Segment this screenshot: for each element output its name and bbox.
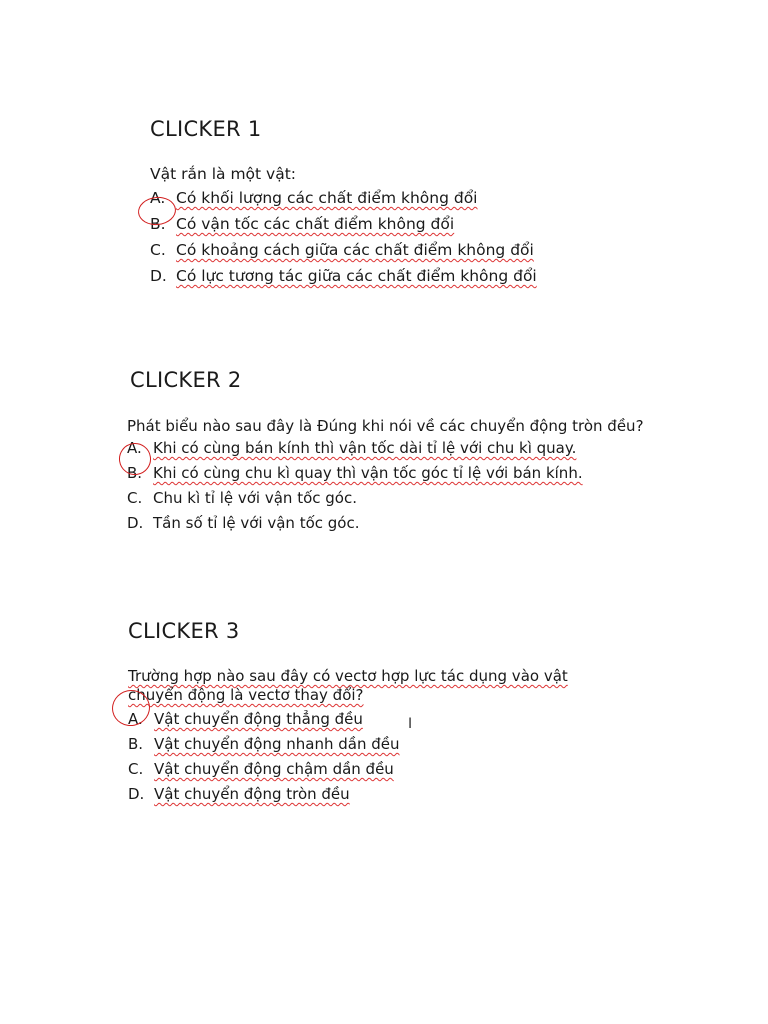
clicker-2-option-d <box>127 511 644 536</box>
clicker-3-option-d <box>128 782 588 807</box>
option-letter: B. <box>127 464 143 482</box>
option-text: Khi có cùng chu kì quay thì vận tốc góc tỉ lệ với bán kính. <box>153 464 583 482</box>
clicker-1-option-a <box>150 185 537 211</box>
clicker-2-option-a <box>127 436 644 461</box>
clicker-2-title: CLICKER 2 <box>130 368 242 392</box>
clicker-3-title: CLICKER 3 <box>128 619 240 643</box>
clicker-1-options <box>150 185 537 289</box>
option-text: Có khoảng cách giữa các chất điểm không đổi <box>176 241 534 259</box>
option-letter: C. <box>127 489 143 507</box>
option-letter: C. <box>150 241 166 259</box>
option-text: Vật chuyển động nhanh dần đều <box>154 735 400 753</box>
clicker-2-option-b <box>127 461 644 486</box>
clicker-2-options <box>127 436 644 536</box>
option-letter: B. <box>150 215 166 233</box>
option-letter: D. <box>128 785 145 803</box>
option-text: Có khối lượng các chất điểm không đổi <box>176 189 478 207</box>
clicker-2-block <box>127 368 644 536</box>
option-text: Vật chuyển động tròn đều <box>154 785 350 803</box>
option-letter: C. <box>128 760 144 778</box>
clicker-1-block <box>150 117 537 289</box>
clicker-3-question: Trường hợp nào sau đây có vectơ hợp lực tác dụng vào vật chuyển động là vectơ thay đổi? <box>128 667 568 704</box>
clicker-1-option-c <box>150 237 537 263</box>
option-letter: A. <box>150 189 166 207</box>
option-letter: B. <box>128 735 144 753</box>
option-letter: D. <box>150 267 167 285</box>
clicker-1-option-d <box>150 263 537 289</box>
clicker-1-option-b <box>150 211 537 237</box>
option-text: Vật chuyển động thẳng đều <box>154 710 363 728</box>
option-letter: A. <box>128 710 143 728</box>
clicker-1-title: CLICKER 1 <box>150 117 262 141</box>
clicker-3-option-a <box>128 707 588 732</box>
clicker-2-option-c <box>127 486 644 511</box>
text-cursor-icon: I <box>408 716 413 732</box>
option-text: Khi có cùng bán kính thì vận tốc dài tỉ lệ với chu kì quay. <box>153 439 577 457</box>
clicker-3-block <box>128 619 588 807</box>
clicker-1-question: Vật rắn là một vật: <box>150 165 297 183</box>
option-text: Tần số tỉ lệ với vận tốc góc. <box>153 514 360 532</box>
option-text: Chu kì tỉ lệ với vận tốc góc. <box>153 489 357 507</box>
clicker-3-options <box>128 707 588 807</box>
clicker-3-option-c <box>128 757 588 782</box>
option-letter: A. <box>127 439 142 457</box>
option-letter: D. <box>127 514 144 532</box>
option-text: Có lực tương tác giữa các chất điểm không đổi <box>176 267 537 285</box>
clicker-2-question: Phát biểu nào sau đây là Đúng khi nói về các chuyển động tròn đều? <box>127 417 644 435</box>
clicker-3-option-b <box>128 732 588 757</box>
option-text: Vật chuyển động chậm dần đều <box>154 760 394 778</box>
option-text: Có vận tốc các chất điểm không đổi <box>176 215 455 233</box>
